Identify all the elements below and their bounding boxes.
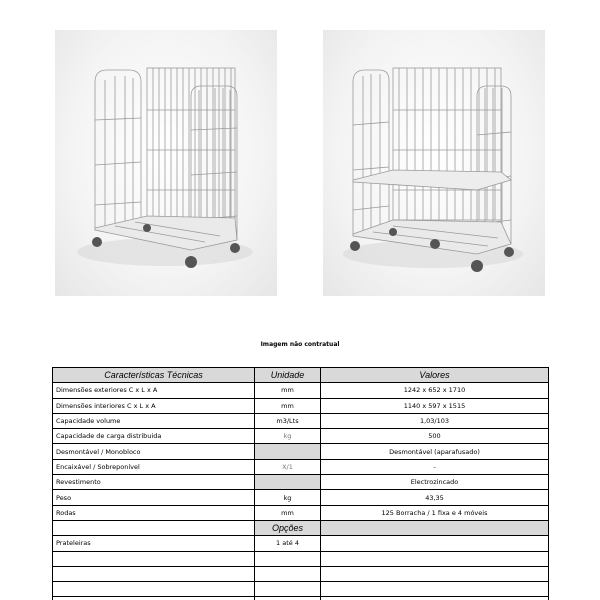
options-spacer — [321, 520, 549, 535]
row-unit: X/1 — [255, 459, 321, 474]
table-row — [53, 429, 549, 444]
option-value — [321, 551, 549, 566]
option-row — [53, 536, 549, 551]
row-value: 1242 x 652 x 1710 — [321, 383, 549, 398]
row-unit: kg — [255, 429, 321, 444]
option-row — [53, 582, 549, 597]
option-value — [321, 582, 549, 597]
option-row — [53, 566, 549, 581]
row-unit: mm — [255, 505, 321, 520]
row-value: 1140 x 597 x 1515 — [321, 398, 549, 413]
row-label: Dimensões exteriores C x L x A — [53, 383, 255, 398]
row-unit: kg — [255, 490, 321, 505]
spec-table-header — [53, 368, 549, 383]
table-row — [53, 444, 549, 459]
row-value: 125 Borracha / 1 fixa e 4 móveis — [321, 505, 549, 520]
option-label — [53, 582, 255, 597]
option-label: Prateleiras — [53, 536, 255, 551]
option-unit — [255, 566, 321, 581]
row-label: Revestimento — [53, 475, 255, 490]
table-row — [53, 459, 549, 474]
options-title: Opções — [255, 520, 321, 535]
option-label — [53, 551, 255, 566]
table-row — [53, 398, 549, 413]
row-label: Capacidade de carga distribuida — [53, 429, 255, 444]
row-value: 500 — [321, 429, 549, 444]
header-values: Valores — [321, 368, 549, 383]
product-image-right — [323, 30, 545, 296]
spec-table-body — [53, 383, 549, 600]
option-unit: 1 até 4 — [255, 536, 321, 551]
spec-table — [52, 367, 549, 600]
table-row — [53, 383, 549, 398]
option-label — [53, 566, 255, 581]
header-characteristics: Características Técnicas — [53, 368, 255, 383]
row-label: Rodas — [53, 505, 255, 520]
option-unit — [255, 551, 321, 566]
header-unit: Unidade — [255, 368, 321, 383]
row-unit — [255, 444, 321, 459]
row-unit: mm — [255, 398, 321, 413]
row-label: Capacidade volume — [53, 413, 255, 428]
row-value: Electrozincado — [321, 475, 549, 490]
table-row — [53, 413, 549, 428]
row-value: Desmontável (aparafusado) — [321, 444, 549, 459]
row-label: Encaixável / Sobreponível — [53, 459, 255, 474]
row-label: Peso — [53, 490, 255, 505]
row-label: Dimensões interiores C x L x A — [53, 398, 255, 413]
table-row — [53, 475, 549, 490]
image-disclaimer: Imagem não contratual — [260, 341, 340, 348]
row-label: Desmontável / Monobloco — [53, 444, 255, 459]
cage-trolley-illustration — [55, 30, 277, 296]
row-value: 1,03/103 — [321, 413, 549, 428]
table-row — [53, 505, 549, 520]
option-row — [53, 551, 549, 566]
cage-trolley-shelf-illustration — [323, 30, 545, 296]
options-header-row — [53, 520, 549, 535]
row-unit: mm — [255, 383, 321, 398]
option-value — [321, 536, 549, 551]
options-spacer — [53, 520, 255, 535]
row-unit: m3/Lts — [255, 413, 321, 428]
option-value — [321, 566, 549, 581]
product-image-left — [55, 30, 277, 296]
row-unit — [255, 475, 321, 490]
table-row — [53, 490, 549, 505]
row-value: 43,35 — [321, 490, 549, 505]
option-unit — [255, 582, 321, 597]
row-value: - — [321, 459, 549, 474]
